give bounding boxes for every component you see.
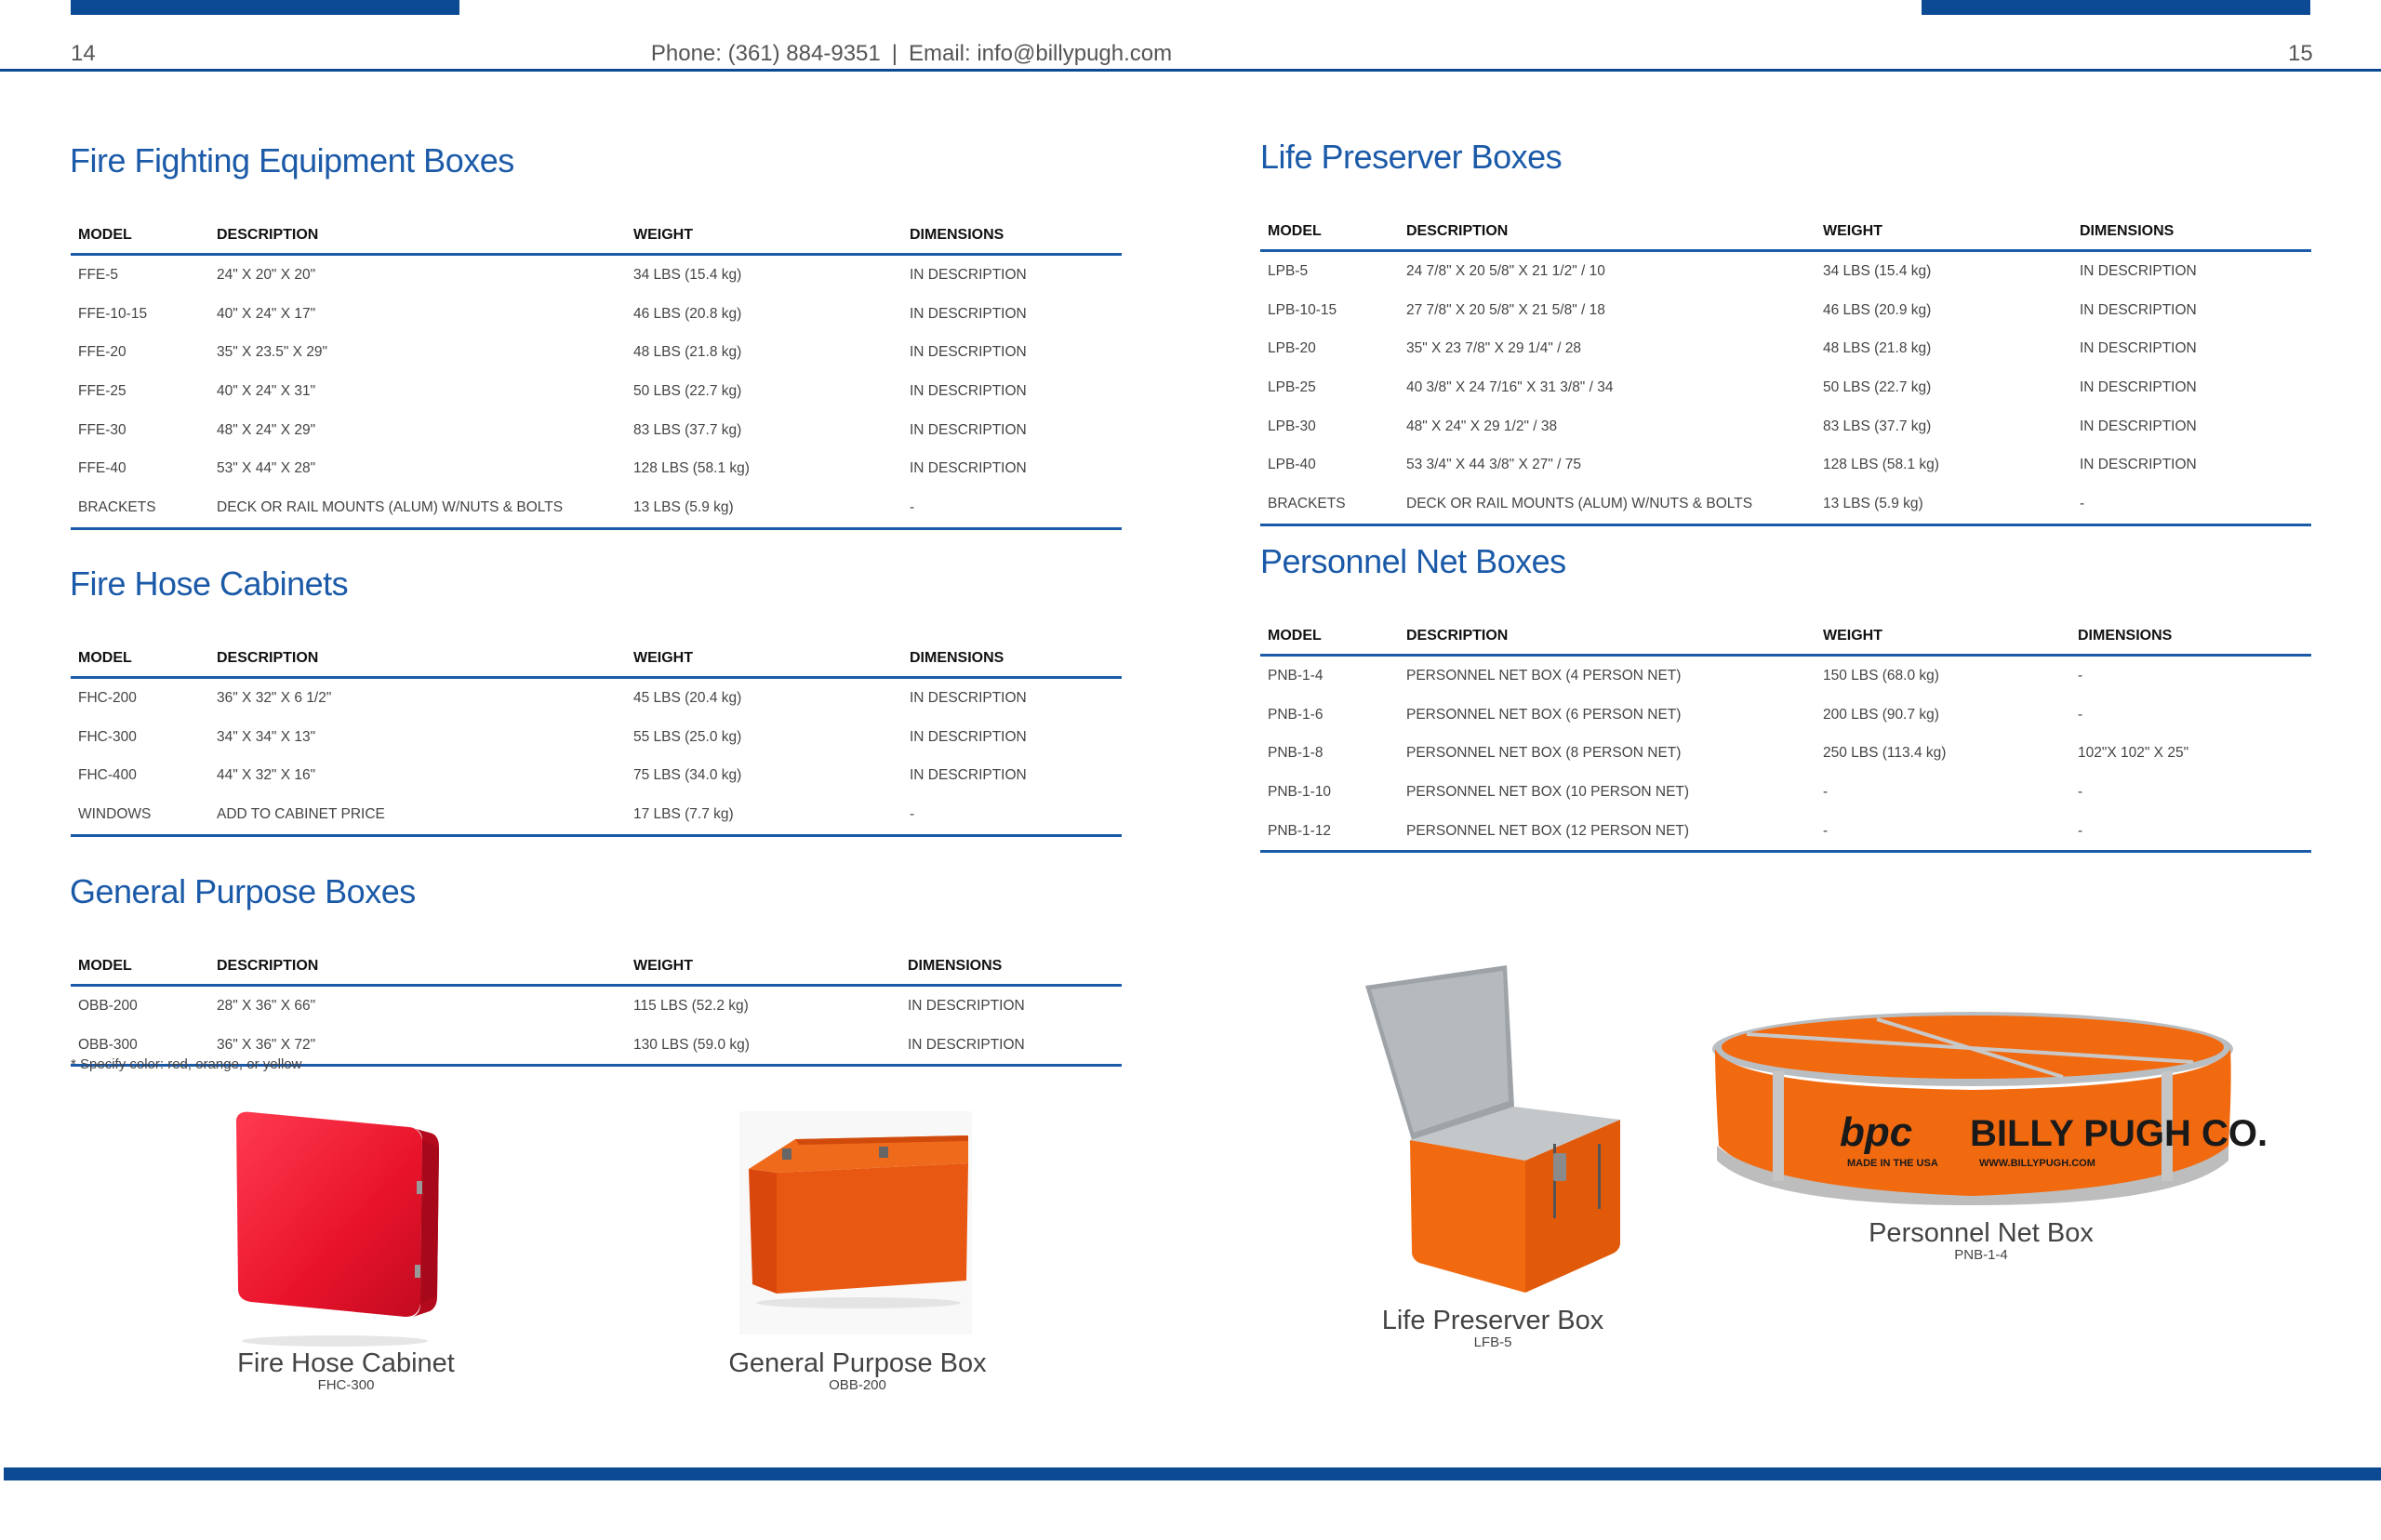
column-header-description: DESCRIPTION — [209, 937, 626, 986]
cell-model: BRACKETS — [71, 488, 209, 528]
cell-description: 35" X 23.5" X 29" — [217, 344, 328, 361]
cell-weight: 17 LBS (7.7 kg) — [626, 795, 902, 835]
cell-weight: 50 LBS (22.7 kg) — [1823, 378, 1932, 395]
cell-description: PERSONNEL NET BOX (8 PERSON NET) — [1406, 745, 1682, 762]
cell-model: LPB-30 — [1268, 418, 1316, 434]
billy-pugh-logo-text: BILLY PUGH CO. — [1970, 1113, 2268, 1154]
cell-model: LPB-25 — [1268, 378, 1316, 395]
table-row — [1260, 445, 2311, 485]
section-title-fire-fighting: Fire Fighting Equipment Boxes — [70, 141, 514, 179]
cell-weight: 48 LBS (21.8 kg) — [633, 344, 742, 361]
cell-dimensions: - — [2078, 667, 2083, 684]
table-row — [71, 756, 1122, 795]
cell-model: PNB-1-4 — [1268, 667, 1324, 684]
cell-model: FHC-300 — [78, 728, 137, 745]
cell-dimensions: IN DESCRIPTION — [910, 421, 1027, 438]
table-row — [1260, 734, 2311, 773]
cell-weight: 128 LBS (58.1 kg) — [1823, 457, 1939, 473]
caption-life-preserver-box — [1353, 1306, 1632, 1350]
column-header-model: MODEL — [71, 630, 209, 678]
cell-model: FFE-25 — [78, 382, 126, 399]
table-row — [71, 488, 1122, 528]
cell-weight: 34 LBS (15.4 kg) — [633, 266, 742, 283]
cell-weight: 45 LBS (20.4 kg) — [633, 689, 742, 706]
table-header-row — [71, 630, 1122, 678]
column-header-description: DESCRIPTION — [1399, 607, 1816, 656]
table-row — [1260, 696, 2311, 735]
cell-dimensions: - — [2072, 485, 2311, 524]
cell-model: FFE-5 — [78, 266, 119, 283]
cell-description: DECK OR RAIL MOUNTS (ALUM) W/NUTS & BOLTS — [1399, 485, 1816, 524]
column-header-dimensions: DIMENSIONS — [902, 630, 1122, 678]
table-row — [1260, 773, 2311, 812]
caption-fire-hose-cabinet — [206, 1348, 486, 1393]
column-header-dimensions: DIMENSIONS — [2070, 607, 2311, 656]
cell-model: LPB-10-15 — [1268, 301, 1337, 318]
bpc-logo-mark: bpc — [1840, 1109, 1913, 1155]
cell-model: PNB-1-6 — [1268, 706, 1324, 723]
cell-dimensions: IN DESCRIPTION — [910, 344, 1027, 361]
table-row — [1260, 368, 2311, 407]
page-number-right: 15 — [2288, 41, 2313, 66]
cell-description: 28" X 36" X 66" — [217, 997, 316, 1014]
cell-dimensions: - — [2078, 706, 2083, 723]
cell-description: 27 7/8" X 20 5/8" X 21 5/8" / 18 — [1406, 301, 1605, 318]
column-header-description: DESCRIPTION — [209, 630, 626, 678]
caption-name: Life Preserver Box — [1381, 1306, 1604, 1335]
cell-model: FFE-10-15 — [78, 305, 148, 322]
color-note: * Specify color: red, orange, or yellow — [71, 1056, 302, 1072]
cell-description: 40" X 24" X 31" — [217, 382, 316, 399]
cell-dimensions: IN DESCRIPTION — [2080, 301, 2197, 318]
cell-weight: - — [1823, 783, 1829, 800]
cell-weight: - — [1816, 812, 2070, 852]
life-preserver-box-image — [1358, 958, 1628, 1293]
cell-dimensions: IN DESCRIPTION — [2080, 457, 2197, 473]
page-number-left: 14 — [71, 41, 96, 66]
column-header-weight: WEIGHT — [1816, 607, 2070, 656]
table-row — [1260, 485, 2311, 524]
column-header-weight: WEIGHT — [626, 630, 902, 678]
cell-dimensions: IN DESCRIPTION — [910, 305, 1027, 322]
contact-line — [0, 41, 1823, 67]
cell-weight: 150 LBS (68.0 kg) — [1823, 667, 1939, 684]
cell-weight: 55 LBS (25.0 kg) — [633, 728, 742, 745]
cell-dimensions: IN DESCRIPTION — [908, 997, 1025, 1014]
caption-code: PNB-1-4 — [1954, 1247, 2008, 1263]
cell-weight: 13 LBS (5.9 kg) — [1816, 485, 2072, 524]
contact-separator: | — [891, 41, 898, 66]
table-row — [71, 333, 1122, 372]
cell-model: LPB-40 — [1268, 457, 1316, 473]
cell-model: WINDOWS — [71, 795, 209, 835]
table-header-row — [71, 937, 1122, 986]
caption-name: Personnel Net Box — [1869, 1218, 2094, 1248]
caption-name: General Purpose Box — [728, 1348, 987, 1378]
cell-weight: 83 LBS (37.7 kg) — [633, 421, 742, 438]
caption-code: OBB-200 — [829, 1377, 886, 1393]
cell-description: PERSONNEL NET BOX (10 PERSON NET) — [1406, 783, 1690, 800]
cell-dimensions: IN DESCRIPTION — [910, 382, 1027, 399]
column-header-dimensions: DIMENSIONS — [900, 937, 1122, 986]
cell-dimensions: IN DESCRIPTION — [2080, 340, 2197, 357]
email-link[interactable]: Email: info@billypugh.com — [908, 41, 1173, 66]
cell-description: PERSONNEL NET BOX (4 PERSON NET) — [1406, 667, 1682, 684]
caption-code: LFB-5 — [1473, 1334, 1512, 1350]
column-header-model: MODEL — [1260, 607, 1399, 656]
cell-description: ADD TO CABINET PRICE — [209, 795, 626, 835]
cell-model: OBB-200 — [78, 997, 138, 1014]
column-header-dimensions: DIMENSIONS — [902, 206, 1122, 255]
cell-weight: 50 LBS (22.7 kg) — [633, 382, 742, 399]
cell-description: 35" X 23 7/8" X 29 1/4" / 28 — [1406, 340, 1581, 357]
cell-model: PNB-1-10 — [1268, 783, 1332, 800]
personnel-net-table — [1260, 607, 2311, 853]
cell-weight: 115 LBS (52.2 kg) — [633, 997, 749, 1014]
cell-description: 53 3/4" X 44 3/8" X 27" / 75 — [1406, 457, 1581, 473]
cell-description: DECK OR RAIL MOUNTS (ALUM) W/NUTS & BOLTS — [209, 488, 626, 528]
cell-description: 24" X 20" X 20" — [217, 266, 316, 283]
cell-dimensions: IN DESCRIPTION — [910, 266, 1027, 283]
cell-dimensions: 102"X 102" X 25" — [2078, 745, 2189, 762]
cell-dimensions: IN DESCRIPTION — [2080, 378, 2197, 395]
fire-fighting-table — [71, 206, 1122, 530]
section-title-general-purpose: General Purpose Boxes — [70, 872, 416, 910]
table-header-row — [1260, 203, 2311, 251]
table-row — [71, 795, 1122, 835]
column-header-weight: WEIGHT — [626, 206, 902, 255]
table-row — [71, 255, 1122, 295]
column-header-weight: WEIGHT — [1816, 203, 2072, 251]
table-row — [71, 718, 1122, 757]
cell-dimensions: - — [902, 795, 1122, 835]
cell-model: OBB-300 — [71, 1026, 209, 1066]
cell-dimensions: - — [2070, 812, 2311, 852]
section-title-personnel-net: Personnel Net Boxes — [1260, 542, 1566, 580]
cell-dimensions: IN DESCRIPTION — [910, 728, 1027, 745]
column-header-model: MODEL — [71, 206, 209, 255]
table-row — [71, 295, 1122, 334]
cell-dimensions: IN DESCRIPTION — [900, 1026, 1122, 1066]
cell-model: PNB-1-12 — [1260, 812, 1399, 852]
cell-model: FFE-40 — [78, 460, 126, 477]
cell-model: FFE-30 — [78, 421, 126, 438]
cell-dimensions: IN DESCRIPTION — [2080, 418, 2197, 434]
cell-description: 36" X 36" X 72" — [209, 1026, 626, 1066]
table-row — [1260, 656, 2311, 696]
table-row — [71, 411, 1122, 450]
cell-dimensions: IN DESCRIPTION — [910, 460, 1027, 477]
cell-dimensions: - — [2078, 783, 2083, 800]
cell-dimensions: - — [902, 488, 1122, 528]
table-header-row — [1260, 607, 2311, 656]
cell-weight: 75 LBS (34.0 kg) — [633, 767, 742, 784]
header-bar-left — [71, 0, 459, 15]
phone-text: Phone: (361) 884-9351 — [650, 41, 881, 66]
header-rule — [0, 69, 2381, 72]
cell-weight: 83 LBS (37.7 kg) — [1823, 418, 1932, 434]
cell-weight: 250 LBS (113.4 kg) — [1823, 745, 1947, 762]
fire-hose-table — [71, 630, 1122, 837]
life-preserver-table — [1260, 203, 2311, 526]
section-title-life-preserver: Life Preserver Boxes — [1260, 138, 1563, 176]
section-title-fire-hose: Fire Hose Cabinets — [70, 564, 349, 603]
personnel-net-box-image — [1709, 1006, 2268, 1205]
table-header-row — [71, 206, 1122, 255]
cell-weight: 128 LBS (58.1 kg) — [633, 460, 750, 477]
cell-description: 48" X 24" X 29" — [217, 421, 316, 438]
table-row — [71, 449, 1122, 488]
general-purpose-table — [71, 937, 1122, 1067]
cell-model: FHC-400 — [78, 767, 137, 784]
table-row — [1260, 407, 2311, 446]
column-header-description: DESCRIPTION — [1399, 203, 1816, 251]
table-row — [1260, 812, 2311, 852]
cell-model: FFE-20 — [78, 344, 126, 361]
logo-tagline: MADE IN THE USA — [1847, 1158, 1938, 1169]
column-header-model: MODEL — [71, 937, 209, 986]
cell-weight: 46 LBS (20.9 kg) — [1823, 301, 1932, 318]
table-row — [71, 678, 1122, 718]
cell-description: PERSONNEL NET BOX (6 PERSON NET) — [1406, 706, 1682, 723]
table-row — [71, 372, 1122, 411]
column-header-weight: WEIGHT — [626, 937, 900, 986]
header-bar-right — [1922, 0, 2310, 15]
table-row — [1260, 329, 2311, 368]
cell-model: LPB-20 — [1268, 340, 1316, 357]
cell-description: 44" X 32" X 16" — [217, 767, 316, 784]
cell-description: 53" X 44" X 28" — [217, 460, 316, 477]
cell-weight: 13 LBS (5.9 kg) — [626, 488, 902, 528]
cell-weight: 130 LBS (59.0 kg) — [626, 1026, 900, 1066]
cell-dimensions: IN DESCRIPTION — [910, 767, 1027, 784]
cell-model: PNB-1-8 — [1268, 745, 1324, 762]
cell-weight: 46 LBS (20.8 kg) — [633, 305, 742, 322]
cell-dimensions: IN DESCRIPTION — [910, 689, 1027, 706]
cell-description: 40" X 24" X 17" — [217, 305, 316, 322]
caption-general-purpose-box — [718, 1348, 997, 1393]
cell-weight: 48 LBS (21.8 kg) — [1823, 340, 1932, 357]
cell-dimensions: IN DESCRIPTION — [2080, 262, 2197, 279]
caption-code: FHC-300 — [317, 1377, 375, 1393]
cell-description: 48" X 24" X 29 1/2" / 38 — [1406, 418, 1558, 434]
cell-model: FHC-200 — [78, 689, 137, 706]
column-header-model: MODEL — [1260, 203, 1399, 251]
column-header-description: DESCRIPTION — [209, 206, 626, 255]
table-row — [1260, 251, 2311, 291]
cell-description: 34" X 34" X 13" — [217, 728, 316, 745]
cell-description: 36" X 32" X 6 1/2" — [217, 689, 332, 706]
general-purpose-box-image — [739, 1111, 972, 1334]
cell-description: 24 7/8" X 20 5/8" X 21 1/2" / 10 — [1406, 262, 1605, 279]
cell-model: LPB-5 — [1268, 262, 1309, 279]
cell-model: BRACKETS — [1260, 485, 1399, 524]
cell-description: PERSONNEL NET BOX (12 PERSON NET) — [1399, 812, 1816, 852]
footer-bar — [4, 1467, 2381, 1480]
logo-url: WWW.BILLYPUGH.COM — [1979, 1158, 2095, 1169]
cell-weight: 34 LBS (15.4 kg) — [1823, 262, 1932, 279]
fire-hose-cabinet-image — [223, 1107, 446, 1348]
cell-description: 40 3/8" X 24 7/16" X 31 3/8" / 34 — [1406, 378, 1614, 395]
caption-name: Fire Hose Cabinet — [237, 1348, 455, 1378]
table-row — [71, 986, 1122, 1026]
column-header-dimensions: DIMENSIONS — [2072, 203, 2311, 251]
cell-weight: 200 LBS (90.7 kg) — [1823, 706, 1939, 723]
caption-personnel-net-box — [1842, 1218, 2121, 1263]
table-row — [1260, 291, 2311, 330]
